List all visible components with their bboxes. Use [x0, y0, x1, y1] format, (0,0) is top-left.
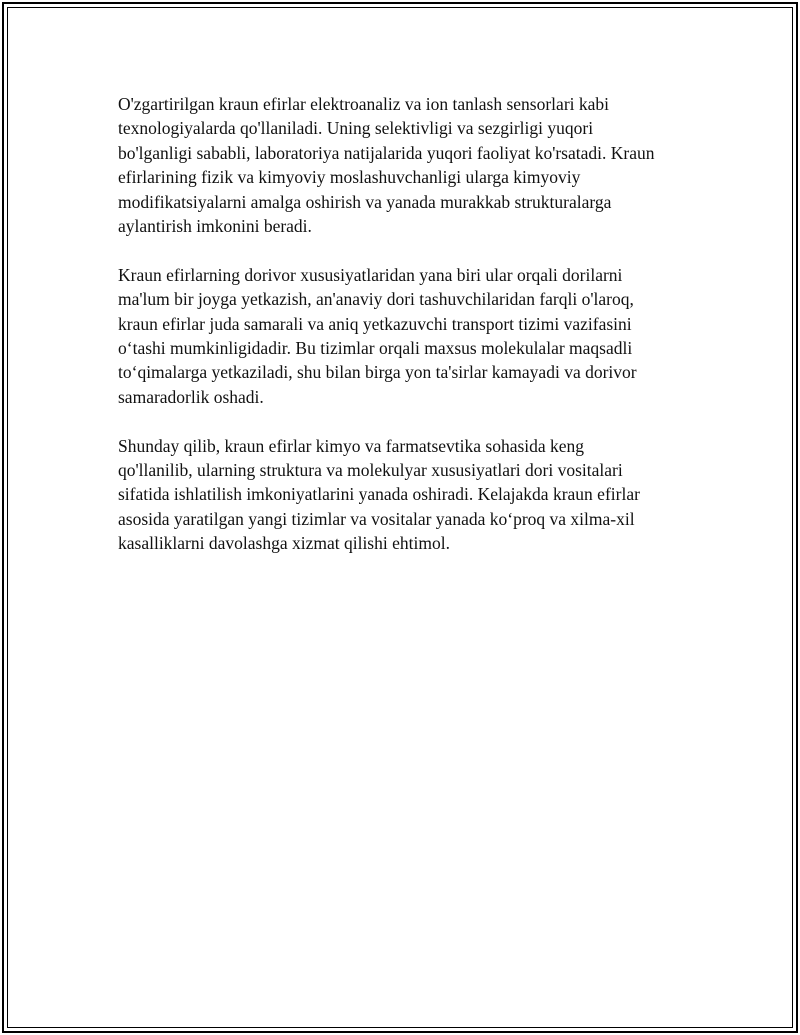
paragraph-drug-delivery: Kraun efirlarning dorivor xususiyatlaridan yana biri ular orqali dorilarni ma'lum bir joyga yetkazish, an'anaviy dori tashuvchilaridan farqli o'laroq, kraun efirlar juda samarali va aniq yetkazuvchi transport tizimi vazifasini o‘tashi mumkinligidadir. Bu tizimlar orqali maxsus molekulalar maqsadli to‘qimalarga yetkaziladi, shu bilan birga yon ta'sirlar kamayadi va dorivor samaradorlik oshadi.: [118, 264, 637, 407]
document-body: [118, 92, 698, 580]
paragraph-sensors: O'zgartirilgan kraun efirlar elektroanaliz va ion tanlash sensorlari kabi texnologiyalarda qo'llaniladi. Uning selektivligi va sezgirligi yuqori bo'lganligi sababli, laboratoriya natijalarida yuqori faoliyat ko'rsatadi. Kraun efirlarining fizik va kimyoviy moslashuvchanligi ularga kimyoviy modifikatsiyalarni amalga oshirish va yanada murakkab strukturalarga aylantirish imkonini beradi.: [118, 94, 655, 237]
paragraph-conclusion: Shunday qilib, kraun efirlar kimyo va farmatsevtika sohasida keng qo'llanilib, ularning struktura va molekulyar xususiyatlari dori vositalari sifatida ishlatilish imkoniyatlarini yanada oshiradi. Kelajakda kraun efirlar asosida yaratilgan yangi tizimlar va vositalar yanada ko‘proq va xilma-xil kasalliklarni davolashga xizmat qilishi ehtimol.: [118, 435, 640, 554]
